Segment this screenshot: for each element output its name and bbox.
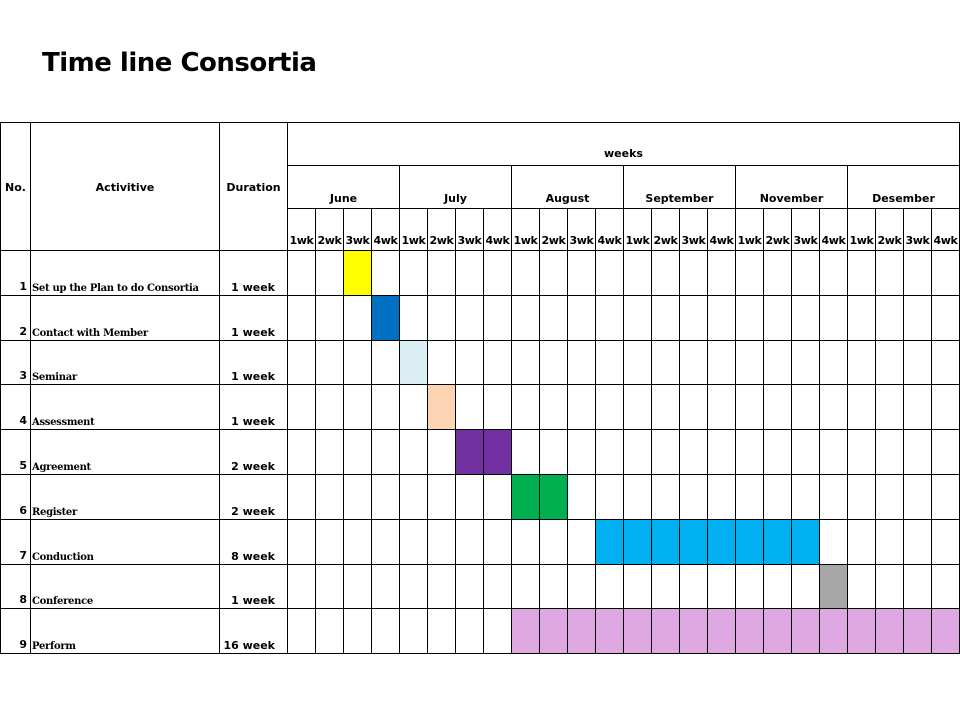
week-cell — [344, 385, 372, 430]
week-cell — [596, 385, 624, 430]
week-cell — [876, 385, 904, 430]
week-cell — [540, 519, 568, 564]
week-header: 4wk — [708, 209, 736, 251]
gantt-bar-cell — [764, 609, 792, 654]
week-cell — [484, 385, 512, 430]
week-cell — [680, 385, 708, 430]
week-header: 1wk — [400, 209, 428, 251]
week-cell — [372, 519, 400, 564]
header-duration: Duration — [220, 123, 288, 251]
week-cell — [568, 519, 596, 564]
activity-name: Contact with Member — [31, 295, 220, 340]
activity-number: 1 — [1, 251, 31, 296]
header-no: No. — [1, 123, 31, 251]
week-cell — [624, 430, 652, 475]
week-cell — [904, 295, 932, 340]
week-cell — [596, 295, 624, 340]
week-cell — [456, 295, 484, 340]
week-cell — [316, 251, 344, 296]
week-cell — [932, 295, 960, 340]
week-cell — [876, 430, 904, 475]
week-header: 2wk — [316, 209, 344, 251]
week-cell — [680, 564, 708, 609]
week-cell — [428, 295, 456, 340]
table-row — [1, 474, 960, 519]
activity-number: 9 — [1, 609, 31, 654]
week-cell — [456, 385, 484, 430]
gantt-bar-cell — [652, 609, 680, 654]
week-cell — [428, 564, 456, 609]
activity-number: 6 — [1, 474, 31, 519]
week-cell — [316, 340, 344, 385]
gantt-bar-cell — [540, 474, 568, 519]
gantt-bar-cell — [876, 609, 904, 654]
month-header: August — [512, 166, 624, 209]
week-cell — [540, 251, 568, 296]
week-header: 3wk — [568, 209, 596, 251]
week-cell — [848, 251, 876, 296]
activity-number: 5 — [1, 430, 31, 475]
activity-name: Conference — [31, 564, 220, 609]
week-cell — [288, 609, 316, 654]
week-cell — [680, 340, 708, 385]
week-cell — [484, 564, 512, 609]
week-cell — [764, 564, 792, 609]
table-row — [1, 519, 960, 564]
week-cell — [848, 474, 876, 519]
week-header: 2wk — [876, 209, 904, 251]
week-cell — [540, 430, 568, 475]
week-cell — [848, 430, 876, 475]
week-cell — [708, 340, 736, 385]
week-cell — [288, 430, 316, 475]
week-cell — [316, 564, 344, 609]
week-cell — [652, 385, 680, 430]
week-cell — [876, 474, 904, 519]
table-row — [1, 251, 960, 296]
week-cell — [904, 519, 932, 564]
week-cell — [932, 385, 960, 430]
week-cell — [344, 430, 372, 475]
week-cell — [708, 295, 736, 340]
week-cell — [344, 564, 372, 609]
gantt-bar-cell — [708, 609, 736, 654]
page-title: Time line Consortia — [42, 48, 317, 78]
week-cell — [288, 251, 316, 296]
week-cell — [512, 295, 540, 340]
week-cell — [484, 251, 512, 296]
week-cell — [316, 430, 344, 475]
week-cell — [764, 251, 792, 296]
gantt-bar-cell — [540, 609, 568, 654]
week-cell — [456, 340, 484, 385]
week-cell — [904, 430, 932, 475]
week-cell — [792, 340, 820, 385]
week-cell — [596, 564, 624, 609]
week-cell — [428, 251, 456, 296]
week-cell — [568, 430, 596, 475]
month-header: Desember — [848, 166, 960, 209]
week-cell — [736, 385, 764, 430]
week-cell — [820, 430, 848, 475]
month-header: June — [288, 166, 400, 209]
week-cell — [540, 340, 568, 385]
week-cell — [848, 340, 876, 385]
week-cell — [652, 430, 680, 475]
table-row — [1, 430, 960, 475]
activity-number: 7 — [1, 519, 31, 564]
header-weeks: weeks — [288, 123, 960, 166]
week-cell — [288, 295, 316, 340]
week-cell — [484, 519, 512, 564]
week-cell — [736, 295, 764, 340]
week-cell — [904, 385, 932, 430]
week-cell — [456, 564, 484, 609]
week-header: 3wk — [680, 209, 708, 251]
week-cell — [652, 251, 680, 296]
week-cell — [316, 474, 344, 519]
activity-name: Conduction — [31, 519, 220, 564]
week-header: 1wk — [736, 209, 764, 251]
week-cell — [624, 295, 652, 340]
week-cell — [652, 340, 680, 385]
week-cell — [316, 609, 344, 654]
week-cell — [428, 519, 456, 564]
week-cell — [764, 385, 792, 430]
activity-name: Seminar — [31, 340, 220, 385]
week-cell — [372, 609, 400, 654]
week-cell — [316, 519, 344, 564]
week-cell — [624, 385, 652, 430]
week-cell — [316, 385, 344, 430]
table-row — [1, 564, 960, 609]
week-cell — [792, 474, 820, 519]
week-cell — [680, 295, 708, 340]
gantt-bar-cell — [512, 474, 540, 519]
week-cell — [736, 340, 764, 385]
week-cell — [484, 609, 512, 654]
activity-name: Register — [31, 474, 220, 519]
gantt-bar-cell — [596, 609, 624, 654]
week-cell — [568, 295, 596, 340]
gantt-bar-cell — [428, 385, 456, 430]
week-header: 4wk — [820, 209, 848, 251]
gantt-bar-cell — [680, 519, 708, 564]
week-cell — [400, 609, 428, 654]
week-cell — [848, 295, 876, 340]
week-cell — [540, 564, 568, 609]
week-cell — [820, 474, 848, 519]
week-cell — [372, 340, 400, 385]
week-cell — [932, 519, 960, 564]
week-cell — [596, 430, 624, 475]
week-header: 2wk — [540, 209, 568, 251]
activity-duration: 2 week — [220, 430, 288, 475]
month-header: September — [624, 166, 736, 209]
week-cell — [736, 251, 764, 296]
week-cell — [512, 430, 540, 475]
week-cell — [400, 430, 428, 475]
week-cell — [400, 519, 428, 564]
week-cell — [568, 340, 596, 385]
week-cell — [848, 519, 876, 564]
gantt-bar-cell — [512, 609, 540, 654]
week-cell — [820, 340, 848, 385]
week-cell — [372, 474, 400, 519]
table-row — [1, 295, 960, 340]
month-header: July — [400, 166, 512, 209]
week-cell — [792, 295, 820, 340]
month-header: November — [736, 166, 848, 209]
gantt-bar-cell — [624, 519, 652, 564]
week-cell — [624, 474, 652, 519]
timeline-table — [0, 122, 960, 654]
week-cell — [876, 564, 904, 609]
activity-number: 2 — [1, 295, 31, 340]
table-row — [1, 340, 960, 385]
week-cell — [876, 251, 904, 296]
gantt-bar-cell — [792, 609, 820, 654]
week-cell — [316, 295, 344, 340]
week-cell — [456, 519, 484, 564]
week-cell — [764, 430, 792, 475]
gantt-bar-cell — [680, 609, 708, 654]
gantt-bar-cell — [736, 519, 764, 564]
week-cell — [344, 519, 372, 564]
week-header: 2wk — [652, 209, 680, 251]
week-header: 1wk — [512, 209, 540, 251]
week-cell — [400, 564, 428, 609]
week-cell — [624, 340, 652, 385]
week-cell — [932, 474, 960, 519]
week-cell — [820, 385, 848, 430]
week-cell — [372, 251, 400, 296]
week-header: 1wk — [624, 209, 652, 251]
week-cell — [456, 251, 484, 296]
week-cell — [512, 385, 540, 430]
week-cell — [820, 295, 848, 340]
week-cell — [344, 474, 372, 519]
week-cell — [512, 564, 540, 609]
week-header: 1wk — [288, 209, 316, 251]
gantt-bar-cell — [736, 609, 764, 654]
week-cell — [708, 251, 736, 296]
week-cell — [624, 564, 652, 609]
gantt-bar-cell — [932, 609, 960, 654]
week-cell — [680, 430, 708, 475]
week-cell — [764, 474, 792, 519]
activity-number: 3 — [1, 340, 31, 385]
week-header: 3wk — [792, 209, 820, 251]
table-row — [1, 385, 960, 430]
week-cell — [568, 474, 596, 519]
week-header: 3wk — [904, 209, 932, 251]
activity-number: 4 — [1, 385, 31, 430]
gantt-bar-cell — [372, 295, 400, 340]
week-cell — [372, 385, 400, 430]
week-cell — [904, 564, 932, 609]
week-cell — [456, 474, 484, 519]
week-header: 4wk — [932, 209, 960, 251]
week-cell — [484, 295, 512, 340]
week-cell — [568, 564, 596, 609]
week-cell — [596, 251, 624, 296]
gantt-bar-cell — [624, 609, 652, 654]
week-header: 3wk — [344, 209, 372, 251]
week-cell — [512, 519, 540, 564]
week-cell — [932, 564, 960, 609]
week-cell — [820, 519, 848, 564]
week-cell — [820, 251, 848, 296]
activity-name: Perform — [31, 609, 220, 654]
week-cell — [848, 385, 876, 430]
week-cell — [652, 295, 680, 340]
week-cell — [344, 340, 372, 385]
week-cell — [344, 295, 372, 340]
week-cell — [428, 340, 456, 385]
week-header: 3wk — [456, 209, 484, 251]
week-cell — [288, 474, 316, 519]
activity-duration: 8 week — [220, 519, 288, 564]
activity-name: Agreement — [31, 430, 220, 475]
gantt-bar-cell — [400, 340, 428, 385]
gantt-bar-cell — [568, 609, 596, 654]
week-cell — [484, 474, 512, 519]
week-header: 2wk — [764, 209, 792, 251]
week-cell — [400, 251, 428, 296]
activity-duration: 1 week — [220, 251, 288, 296]
week-cell — [904, 474, 932, 519]
week-cell — [736, 430, 764, 475]
week-cell — [876, 519, 904, 564]
gantt-bar-cell — [652, 519, 680, 564]
week-header: 4wk — [596, 209, 624, 251]
week-cell — [932, 251, 960, 296]
week-cell — [568, 385, 596, 430]
week-cell — [904, 340, 932, 385]
week-cell — [792, 564, 820, 609]
activity-duration: 1 week — [220, 340, 288, 385]
week-cell — [736, 474, 764, 519]
week-cell — [708, 430, 736, 475]
week-cell — [288, 519, 316, 564]
week-cell — [428, 474, 456, 519]
week-cell — [876, 340, 904, 385]
week-cell — [288, 385, 316, 430]
week-cell — [540, 295, 568, 340]
gantt-bar-cell — [820, 564, 848, 609]
week-cell — [904, 251, 932, 296]
gantt-bar-cell — [708, 519, 736, 564]
week-header: 2wk — [428, 209, 456, 251]
week-cell — [428, 609, 456, 654]
gantt-bar-cell — [456, 430, 484, 475]
week-cell — [848, 564, 876, 609]
week-cell — [736, 564, 764, 609]
week-cell — [680, 474, 708, 519]
table-row — [1, 609, 960, 654]
week-header: 4wk — [372, 209, 400, 251]
week-cell — [596, 340, 624, 385]
week-cell — [512, 340, 540, 385]
week-cell — [708, 474, 736, 519]
week-cell — [400, 474, 428, 519]
activity-duration: 1 week — [220, 385, 288, 430]
week-cell — [288, 564, 316, 609]
week-cell — [540, 385, 568, 430]
week-cell — [932, 430, 960, 475]
gantt-bar-cell — [764, 519, 792, 564]
week-header: 4wk — [484, 209, 512, 251]
gantt-bar-cell — [820, 609, 848, 654]
week-cell — [344, 609, 372, 654]
gantt-bar-cell — [792, 519, 820, 564]
activity-name: Set up the Plan to do Consortia — [31, 251, 220, 296]
gantt-bar-cell — [344, 251, 372, 296]
header-activity: Activitive — [31, 123, 220, 251]
activity-duration: 2 week — [220, 474, 288, 519]
week-cell — [764, 340, 792, 385]
week-cell — [680, 251, 708, 296]
week-cell — [792, 430, 820, 475]
week-cell — [792, 251, 820, 296]
activity-duration: 1 week — [220, 564, 288, 609]
week-cell — [372, 564, 400, 609]
week-cell — [512, 251, 540, 296]
week-cell — [624, 251, 652, 296]
activity-duration: 16 week — [220, 609, 288, 654]
week-cell — [596, 474, 624, 519]
week-cell — [372, 430, 400, 475]
week-cell — [652, 474, 680, 519]
week-cell — [792, 385, 820, 430]
week-cell — [400, 295, 428, 340]
week-cell — [400, 385, 428, 430]
week-cell — [428, 430, 456, 475]
gantt-bar-cell — [904, 609, 932, 654]
week-cell — [288, 340, 316, 385]
week-cell — [708, 385, 736, 430]
activity-name: Assessment — [31, 385, 220, 430]
week-cell — [568, 251, 596, 296]
activity-duration: 1 week — [220, 295, 288, 340]
week-cell — [484, 340, 512, 385]
week-header: 1wk — [848, 209, 876, 251]
week-cell — [456, 609, 484, 654]
week-cell — [652, 564, 680, 609]
gantt-bar-cell — [848, 609, 876, 654]
week-cell — [708, 564, 736, 609]
gantt-bar-cell — [596, 519, 624, 564]
week-cell — [876, 295, 904, 340]
week-cell — [932, 340, 960, 385]
week-cell — [764, 295, 792, 340]
activity-number: 8 — [1, 564, 31, 609]
gantt-bar-cell — [484, 430, 512, 475]
